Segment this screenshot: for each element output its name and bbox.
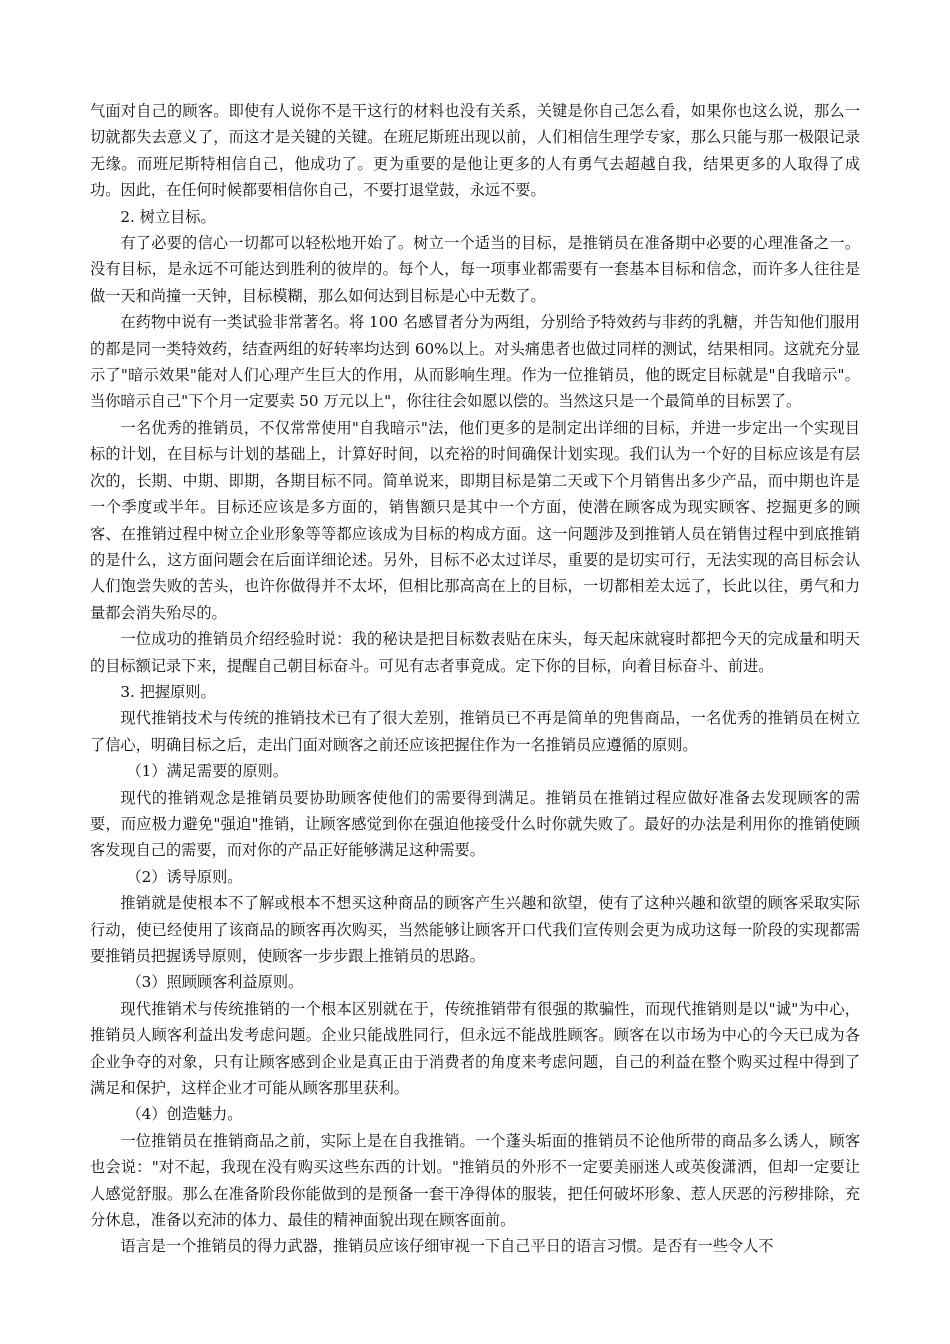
section-heading: 3. 把握原则。: [120, 682, 216, 701]
subsection-heading: （3）照顾顾客利益原则。: [126, 973, 304, 992]
subsection-heading: （1）满足需要的原则。: [126, 762, 289, 781]
document-body: [90, 98, 860, 1260]
paragraph: 在药物中说有一类试验非常著名。将 100 名感冒者分为两组，分别给予特效药与非药的乳糖，并告知他们服用的都是同一类特效药，结查两组的好转率均达到 60%以上。对头痛患者也做过同样的测试，结果相同。这就充分显示了"暗示效果"能对人们心理产生巨大的作用，从而影响生理。作为一位推销员，他的既定目标就是"自我暗示"。当你暗示自己"下个月一定要卖 50 万元以上"，你往往会如愿以偿的。当然这只是一个最简单的目标罢了。: [90, 313, 860, 411]
paragraph: 有了必要的信心一切都可以轻松地开始了。树立一个适当的目标，是推销员在准备期中必要的心理准备之一。没有目标，是永远不可能达到胜利的彼岸的。每个人，每一项事业都需要有一套基本目标和信念，而许多人往往是做一天和尚撞一天钟，目标模糊，那么如何达到目标是心中无数了。: [90, 234, 860, 305]
paragraph: 一位成功的推销员介绍经验时说：我的秘诀是把目标数表贴在床头，每天起床就寝时都把今天的完成量和明天的目标额记录下来，提醒自己朝目标奋斗。可见有志者事竟成。定下你的目标，向着目标奋斗、前进。: [90, 630, 860, 675]
subsection-heading: （2）诱导原则。: [126, 867, 243, 886]
paragraph: 一名优秀的推销员，不仅常常使用"自我暗示"法，他们更多的是制定出详细的目标，并进一步定出一个实现目标的计划，在目标与计划的基础上，计算好时间，以充裕的时间确保计划实现。我们认为一个好的目标应该是有层次的，长期、中期、即期，各期目标不同。简单说来，即期目标是第二天或下个月销售出多少产品，而中期也许是一个季度或半年。目标还应该是多方面的，销售额只是其中一个方面，使潜在顾客成为现实顾客、挖掘更多的顾客、在推销过程中树立企业形象等等都应该成为目标的构成方面。这一问题涉及到推销人员在销售过程中到底推销的是什么，这方面问题会在后面详细论述。另外，目标不必太过详尽，重要的是切实可行，无法实现的高目标会认人们饱尝失败的苦头，也许你做得并不太坏，但相比那高高在上的目标，一切都相差太远了，长此以往，勇气和力量都会消失殆尽的。: [90, 418, 860, 622]
paragraph: 气面对自己的顾客。即使有人说你不是干这行的材料也没有关系，关键是你自己怎么看，如果你也这么说，那么一切就都失去意义了，而这才是关键的关键。在班尼斯班出现以前，人们相信生理学专家，那么只能与那一极限记录无缘。而班尼斯特相信自己，他成功了。更为重要的是他让更多的人有勇气去超越自我，结果更多的人取得了成功。因此，在任何时候都要相信你自己，不要打退堂鼓，永远不要。: [90, 102, 860, 200]
subsection-heading: （4）创造魅力。: [126, 1105, 243, 1124]
paragraph: 推销就是使根本不了解或根本不想买这种商品的顾客产生兴趣和欲望，使有了这种兴趣和欲望的顾客采取实际行动，使已经使用了该商品的顾客再次购买，当然能够让顾客开口代我们宣传则会更为成功这每一阶段的实现都需要推销员把握诱导原则，使顾客一步步跟上推销员的思路。: [90, 894, 860, 965]
paragraph: 语言是一个推销员的得力武器，推销员应该仔细审视一下自己平日的语言习惯。是否有一些令人不: [120, 1237, 774, 1256]
paragraph: 一位推销员在推销商品之前，实际上是在自我推销。一个蓬头垢面的推销员不论他所带的商品多么诱人，顾客也会说："对不起，我现在没有购买这些东西的计划。"推销员的外形不一定要美丽迷人或英俊潇洒，但却一定要让人感觉舒服。那么在准备阶段你能做到的是预备一套干净得体的服装，把任何破坏形象、惹人厌恶的污秽排除，充分休息，准备以充沛的体力、最佳的精神面貌出现在顾客面前。: [90, 1131, 860, 1230]
section-heading: 2. 树立目标。: [120, 207, 216, 226]
paragraph: 现代推销术与传统推销的一个根本区别就在于，传统推销带有很强的欺骗性，而现代推销则是以"诚"为中心，推销员人顾客利益出发考虑问题。企业只能战胜同行，但永远不能战胜顾客。顾客在以市场为中心的今天已成为各企业争夺的对象，只有让顾客感到企业是真正由于消费者的角度来考虑问题，自己的利益在整个购买过程中得到了满足和保护，这样企业才可能从顾客那里获利。: [90, 999, 860, 1098]
paragraph: 现代推销技术与传统的推销技术已有了很大差别，推销员已不再是简单的兜售商品，一名优秀的推销员在树立了信心，明确目标之后，走出门面对顾客之前还应该把握住作为一名推销员应遵循的原则。: [90, 709, 860, 754]
paragraph: 现代的推销观念是推销员要协助顾客使他们的需要得到满足。推销员在推销过程应做好准备去发现顾客的需要，而应极力避免"强迫"推销，让顾客感觉到你在强迫他接受什么时你就失败了。最好的办法是利用你的推销使顾客发现自己的需要，而对你的产品正好能够满足这种需要。: [90, 788, 860, 860]
